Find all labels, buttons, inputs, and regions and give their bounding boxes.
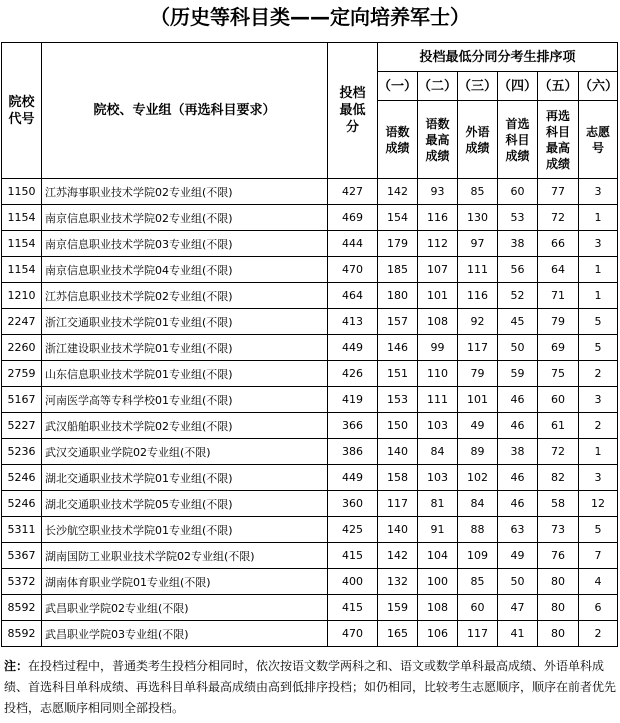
- cell-min-score: 470: [328, 621, 378, 647]
- cell-rank-2: 103: [418, 465, 458, 491]
- table-row: [2, 361, 618, 387]
- table-row: [2, 257, 618, 283]
- cell-name: 湖北交通职业技术学院01专业组(不限): [42, 465, 328, 491]
- cell-rank-3: 102: [458, 465, 498, 491]
- cell-rank-4: 46: [498, 465, 538, 491]
- cell-name: 浙江建设职业技术学院01专业组(不限): [42, 335, 328, 361]
- cell-rank-3: 111: [458, 257, 498, 283]
- cell-code: 5246: [2, 465, 42, 491]
- cell-rank-5: 75: [538, 361, 579, 387]
- cell-rank-4: 59: [498, 361, 538, 387]
- cell-rank-2: 116: [418, 205, 458, 231]
- cell-rank-3: 101: [458, 387, 498, 413]
- table-row: [2, 231, 618, 257]
- cell-rank-5: 60: [538, 387, 579, 413]
- cell-rank-2: 93: [418, 179, 458, 205]
- cell-rank-4: 46: [498, 387, 538, 413]
- cell-rank-5: 64: [538, 257, 579, 283]
- cell-rank-5: 76: [538, 543, 579, 569]
- cell-rank-1: 150: [378, 413, 418, 439]
- footnote-label: 注：: [4, 659, 29, 673]
- cell-rank-3: 49: [458, 413, 498, 439]
- cell-rank-5: 72: [538, 439, 579, 465]
- cell-rank-6: 1: [579, 283, 618, 309]
- cell-min-score: 449: [328, 335, 378, 361]
- cell-rank-1: 180: [378, 283, 418, 309]
- cell-rank-1: 154: [378, 205, 418, 231]
- cell-rank-2: 108: [418, 309, 458, 335]
- cell-min-score: 470: [328, 257, 378, 283]
- table-row: [2, 387, 618, 413]
- cell-code: 2759: [2, 361, 42, 387]
- cell-rank-4: 41: [498, 621, 538, 647]
- cell-rank-4: 46: [498, 413, 538, 439]
- cell-rank-6: 12: [579, 491, 618, 517]
- header-rank-label: 志愿号: [579, 101, 618, 179]
- cell-rank-1: 142: [378, 543, 418, 569]
- cell-rank-1: 165: [378, 621, 418, 647]
- cell-rank-3: 117: [458, 621, 498, 647]
- cell-rank-3: 88: [458, 517, 498, 543]
- cell-name: 河南医学高等专科学校01专业组(不限): [42, 387, 328, 413]
- cell-name: 南京信息职业技术学院02专业组(不限): [42, 205, 328, 231]
- table-row: [2, 517, 618, 543]
- table-row: [2, 309, 618, 335]
- cell-rank-4: 45: [498, 309, 538, 335]
- cell-name: 浙江交通职业技术学院01专业组(不限): [42, 309, 328, 335]
- cell-rank-3: 97: [458, 231, 498, 257]
- cell-name: 湖南体育职业学院01专业组(不限): [42, 569, 328, 595]
- cell-rank-3: 116: [458, 283, 498, 309]
- cell-rank-5: 82: [538, 465, 579, 491]
- table-row: [2, 283, 618, 309]
- cell-rank-1: 140: [378, 517, 418, 543]
- cell-rank-6: 6: [579, 595, 618, 621]
- cell-min-score: 366: [328, 413, 378, 439]
- cell-rank-3: 89: [458, 439, 498, 465]
- page-title: （历史等科目类——定向培养军士）: [150, 5, 470, 29]
- cell-code: 1210: [2, 283, 42, 309]
- header-rank-num: （五）: [538, 72, 579, 101]
- header-rank-label: 首选科目成绩: [498, 101, 538, 179]
- cell-name: 武汉交通职业学院02专业组(不限): [42, 439, 328, 465]
- cell-rank-5: 66: [538, 231, 579, 257]
- cell-rank-4: 49: [498, 543, 538, 569]
- cell-rank-6: 7: [579, 543, 618, 569]
- footnote: [4, 656, 616, 719]
- cell-rank-1: 140: [378, 439, 418, 465]
- cell-rank-6: 3: [579, 387, 618, 413]
- table-row: [2, 439, 618, 465]
- cell-rank-4: 60: [498, 179, 538, 205]
- cell-min-score: 360: [328, 491, 378, 517]
- cell-rank-5: 58: [538, 491, 579, 517]
- cell-name: 武昌职业学院02专业组(不限): [42, 595, 328, 621]
- cell-rank-6: 3: [579, 179, 618, 205]
- cell-rank-3: 79: [458, 361, 498, 387]
- cell-min-score: 469: [328, 205, 378, 231]
- cell-rank-5: 72: [538, 205, 579, 231]
- cell-name: 南京信息职业技术学院04专业组(不限): [42, 257, 328, 283]
- cell-rank-2: 111: [418, 387, 458, 413]
- cell-code: 5167: [2, 387, 42, 413]
- cell-code: 5311: [2, 517, 42, 543]
- cell-rank-2: 110: [418, 361, 458, 387]
- cell-code: 2260: [2, 335, 42, 361]
- header-rank-num: （一）: [378, 72, 418, 101]
- header-rank-label: 外语成绩: [458, 101, 498, 179]
- cell-rank-3: 60: [458, 595, 498, 621]
- cell-rank-6: 3: [579, 465, 618, 491]
- cell-rank-3: 109: [458, 543, 498, 569]
- cell-name: 江苏海事职业技术学院02专业组(不限): [42, 179, 328, 205]
- cell-rank-1: 158: [378, 465, 418, 491]
- cell-code: 5236: [2, 439, 42, 465]
- cell-rank-4: 56: [498, 257, 538, 283]
- cell-rank-6: 2: [579, 621, 618, 647]
- table-row: [2, 491, 618, 517]
- cell-min-score: 413: [328, 309, 378, 335]
- admission-table: [1, 42, 618, 647]
- header-min-score: 投档最低分: [328, 43, 378, 179]
- cell-rank-2: 112: [418, 231, 458, 257]
- cell-rank-5: 71: [538, 283, 579, 309]
- cell-rank-2: 107: [418, 257, 458, 283]
- cell-rank-1: 159: [378, 595, 418, 621]
- cell-min-score: 425: [328, 517, 378, 543]
- cell-code: 8592: [2, 621, 42, 647]
- cell-rank-6: 2: [579, 413, 618, 439]
- cell-rank-4: 46: [498, 491, 538, 517]
- cell-code: 2247: [2, 309, 42, 335]
- cell-name: 江苏信息职业技术学院02专业组(不限): [42, 283, 328, 309]
- cell-rank-2: 100: [418, 569, 458, 595]
- table-row: [2, 413, 618, 439]
- header-rank-num: （四）: [498, 72, 538, 101]
- cell-rank-5: 80: [538, 621, 579, 647]
- cell-name: 武昌职业学院03专业组(不限): [42, 621, 328, 647]
- cell-min-score: 427: [328, 179, 378, 205]
- cell-min-score: 415: [328, 595, 378, 621]
- cell-code: 5246: [2, 491, 42, 517]
- table-row: [2, 569, 618, 595]
- cell-rank-3: 85: [458, 569, 498, 595]
- cell-rank-1: 179: [378, 231, 418, 257]
- cell-min-score: 426: [328, 361, 378, 387]
- cell-name: 山东信息职业技术学院01专业组(不限): [42, 361, 328, 387]
- cell-rank-3: 130: [458, 205, 498, 231]
- cell-rank-4: 63: [498, 517, 538, 543]
- header-rank-num: （二）: [418, 72, 458, 101]
- cell-rank-4: 50: [498, 335, 538, 361]
- cell-rank-1: 153: [378, 387, 418, 413]
- table-row: [2, 621, 618, 647]
- cell-min-score: 444: [328, 231, 378, 257]
- cell-rank-5: 80: [538, 595, 579, 621]
- cell-code: 5372: [2, 569, 42, 595]
- cell-rank-1: 142: [378, 179, 418, 205]
- cell-rank-4: 38: [498, 231, 538, 257]
- header-rank-label: 语数成绩: [378, 101, 418, 179]
- cell-rank-1: 185: [378, 257, 418, 283]
- cell-name: 湖北交通职业技术学院05专业组(不限): [42, 491, 328, 517]
- header-rank-num: （六）: [579, 72, 618, 101]
- header-rank-num: （三）: [458, 72, 498, 101]
- cell-rank-5: 77: [538, 179, 579, 205]
- cell-rank-1: 151: [378, 361, 418, 387]
- cell-rank-4: 53: [498, 205, 538, 231]
- cell-min-score: 419: [328, 387, 378, 413]
- table-row: [2, 205, 618, 231]
- cell-rank-2: 106: [418, 621, 458, 647]
- cell-code: 5227: [2, 413, 42, 439]
- table-row: [2, 335, 618, 361]
- cell-rank-2: 108: [418, 595, 458, 621]
- cell-code: 8592: [2, 595, 42, 621]
- cell-rank-5: 79: [538, 309, 579, 335]
- cell-rank-6: 5: [579, 517, 618, 543]
- cell-code: 1154: [2, 257, 42, 283]
- cell-rank-4: 38: [498, 439, 538, 465]
- cell-rank-4: 52: [498, 283, 538, 309]
- cell-rank-2: 81: [418, 491, 458, 517]
- cell-rank-3: 117: [458, 335, 498, 361]
- footnote-text: 在投档过程中，普通类考生投档分相同时，依次按语文数学两科之和、语文或数学单科最高成绩、外语单科成绩、首选科目单科成绩、再选科目单科最高成绩由高到低排序投档；如仍相同，比较考生志愿顺序，顺序在前者优先投档，志愿顺序相同则全部投档。: [4, 659, 617, 715]
- table-row: [2, 595, 618, 621]
- cell-name: 南京信息职业技术学院03专业组(不限): [42, 231, 328, 257]
- header-rank-label: 语数最高成绩: [418, 101, 458, 179]
- cell-rank-6: 1: [579, 439, 618, 465]
- cell-rank-5: 80: [538, 569, 579, 595]
- cell-rank-1: 157: [378, 309, 418, 335]
- cell-rank-6: 5: [579, 309, 618, 335]
- cell-rank-2: 103: [418, 413, 458, 439]
- cell-name: 长沙航空职业技术学院01专业组(不限): [42, 517, 328, 543]
- header-code: 院校代号: [2, 43, 42, 179]
- cell-min-score: 464: [328, 283, 378, 309]
- cell-name: 武汉船舶职业技术学院02专业组(不限): [42, 413, 328, 439]
- cell-rank-1: 146: [378, 335, 418, 361]
- cell-rank-6: 1: [579, 257, 618, 283]
- cell-code: 5367: [2, 543, 42, 569]
- cell-min-score: 449: [328, 465, 378, 491]
- cell-rank-2: 104: [418, 543, 458, 569]
- header-rank-label: 再选科目最高成绩: [538, 101, 579, 179]
- table-row: [2, 465, 618, 491]
- cell-min-score: 400: [328, 569, 378, 595]
- table-row: [2, 179, 618, 205]
- cell-name: 湖南国防工业职业技术学院02专业组(不限): [42, 543, 328, 569]
- cell-rank-4: 47: [498, 595, 538, 621]
- cell-rank-1: 117: [378, 491, 418, 517]
- cell-rank-3: 84: [458, 491, 498, 517]
- cell-rank-2: 84: [418, 439, 458, 465]
- cell-rank-6: 3: [579, 231, 618, 257]
- cell-code: 1154: [2, 205, 42, 231]
- cell-rank-5: 61: [538, 413, 579, 439]
- cell-min-score: 386: [328, 439, 378, 465]
- cell-rank-4: 50: [498, 569, 538, 595]
- header-name: 院校、专业组（再选科目要求）: [42, 43, 328, 179]
- header-rank-group: 投档最低分同分考生排序项: [378, 43, 618, 72]
- cell-rank-6: 5: [579, 335, 618, 361]
- cell-rank-6: 2: [579, 361, 618, 387]
- cell-rank-6: 4: [579, 569, 618, 595]
- cell-rank-2: 101: [418, 283, 458, 309]
- cell-rank-6: 1: [579, 205, 618, 231]
- cell-rank-1: 132: [378, 569, 418, 595]
- cell-rank-5: 69: [538, 335, 579, 361]
- cell-rank-2: 91: [418, 517, 458, 543]
- cell-min-score: 415: [328, 543, 378, 569]
- cell-rank-3: 92: [458, 309, 498, 335]
- cell-rank-5: 73: [538, 517, 579, 543]
- cell-rank-2: 99: [418, 335, 458, 361]
- cell-code: 1150: [2, 179, 42, 205]
- cell-rank-3: 85: [458, 179, 498, 205]
- table-row: [2, 543, 618, 569]
- cell-code: 1154: [2, 231, 42, 257]
